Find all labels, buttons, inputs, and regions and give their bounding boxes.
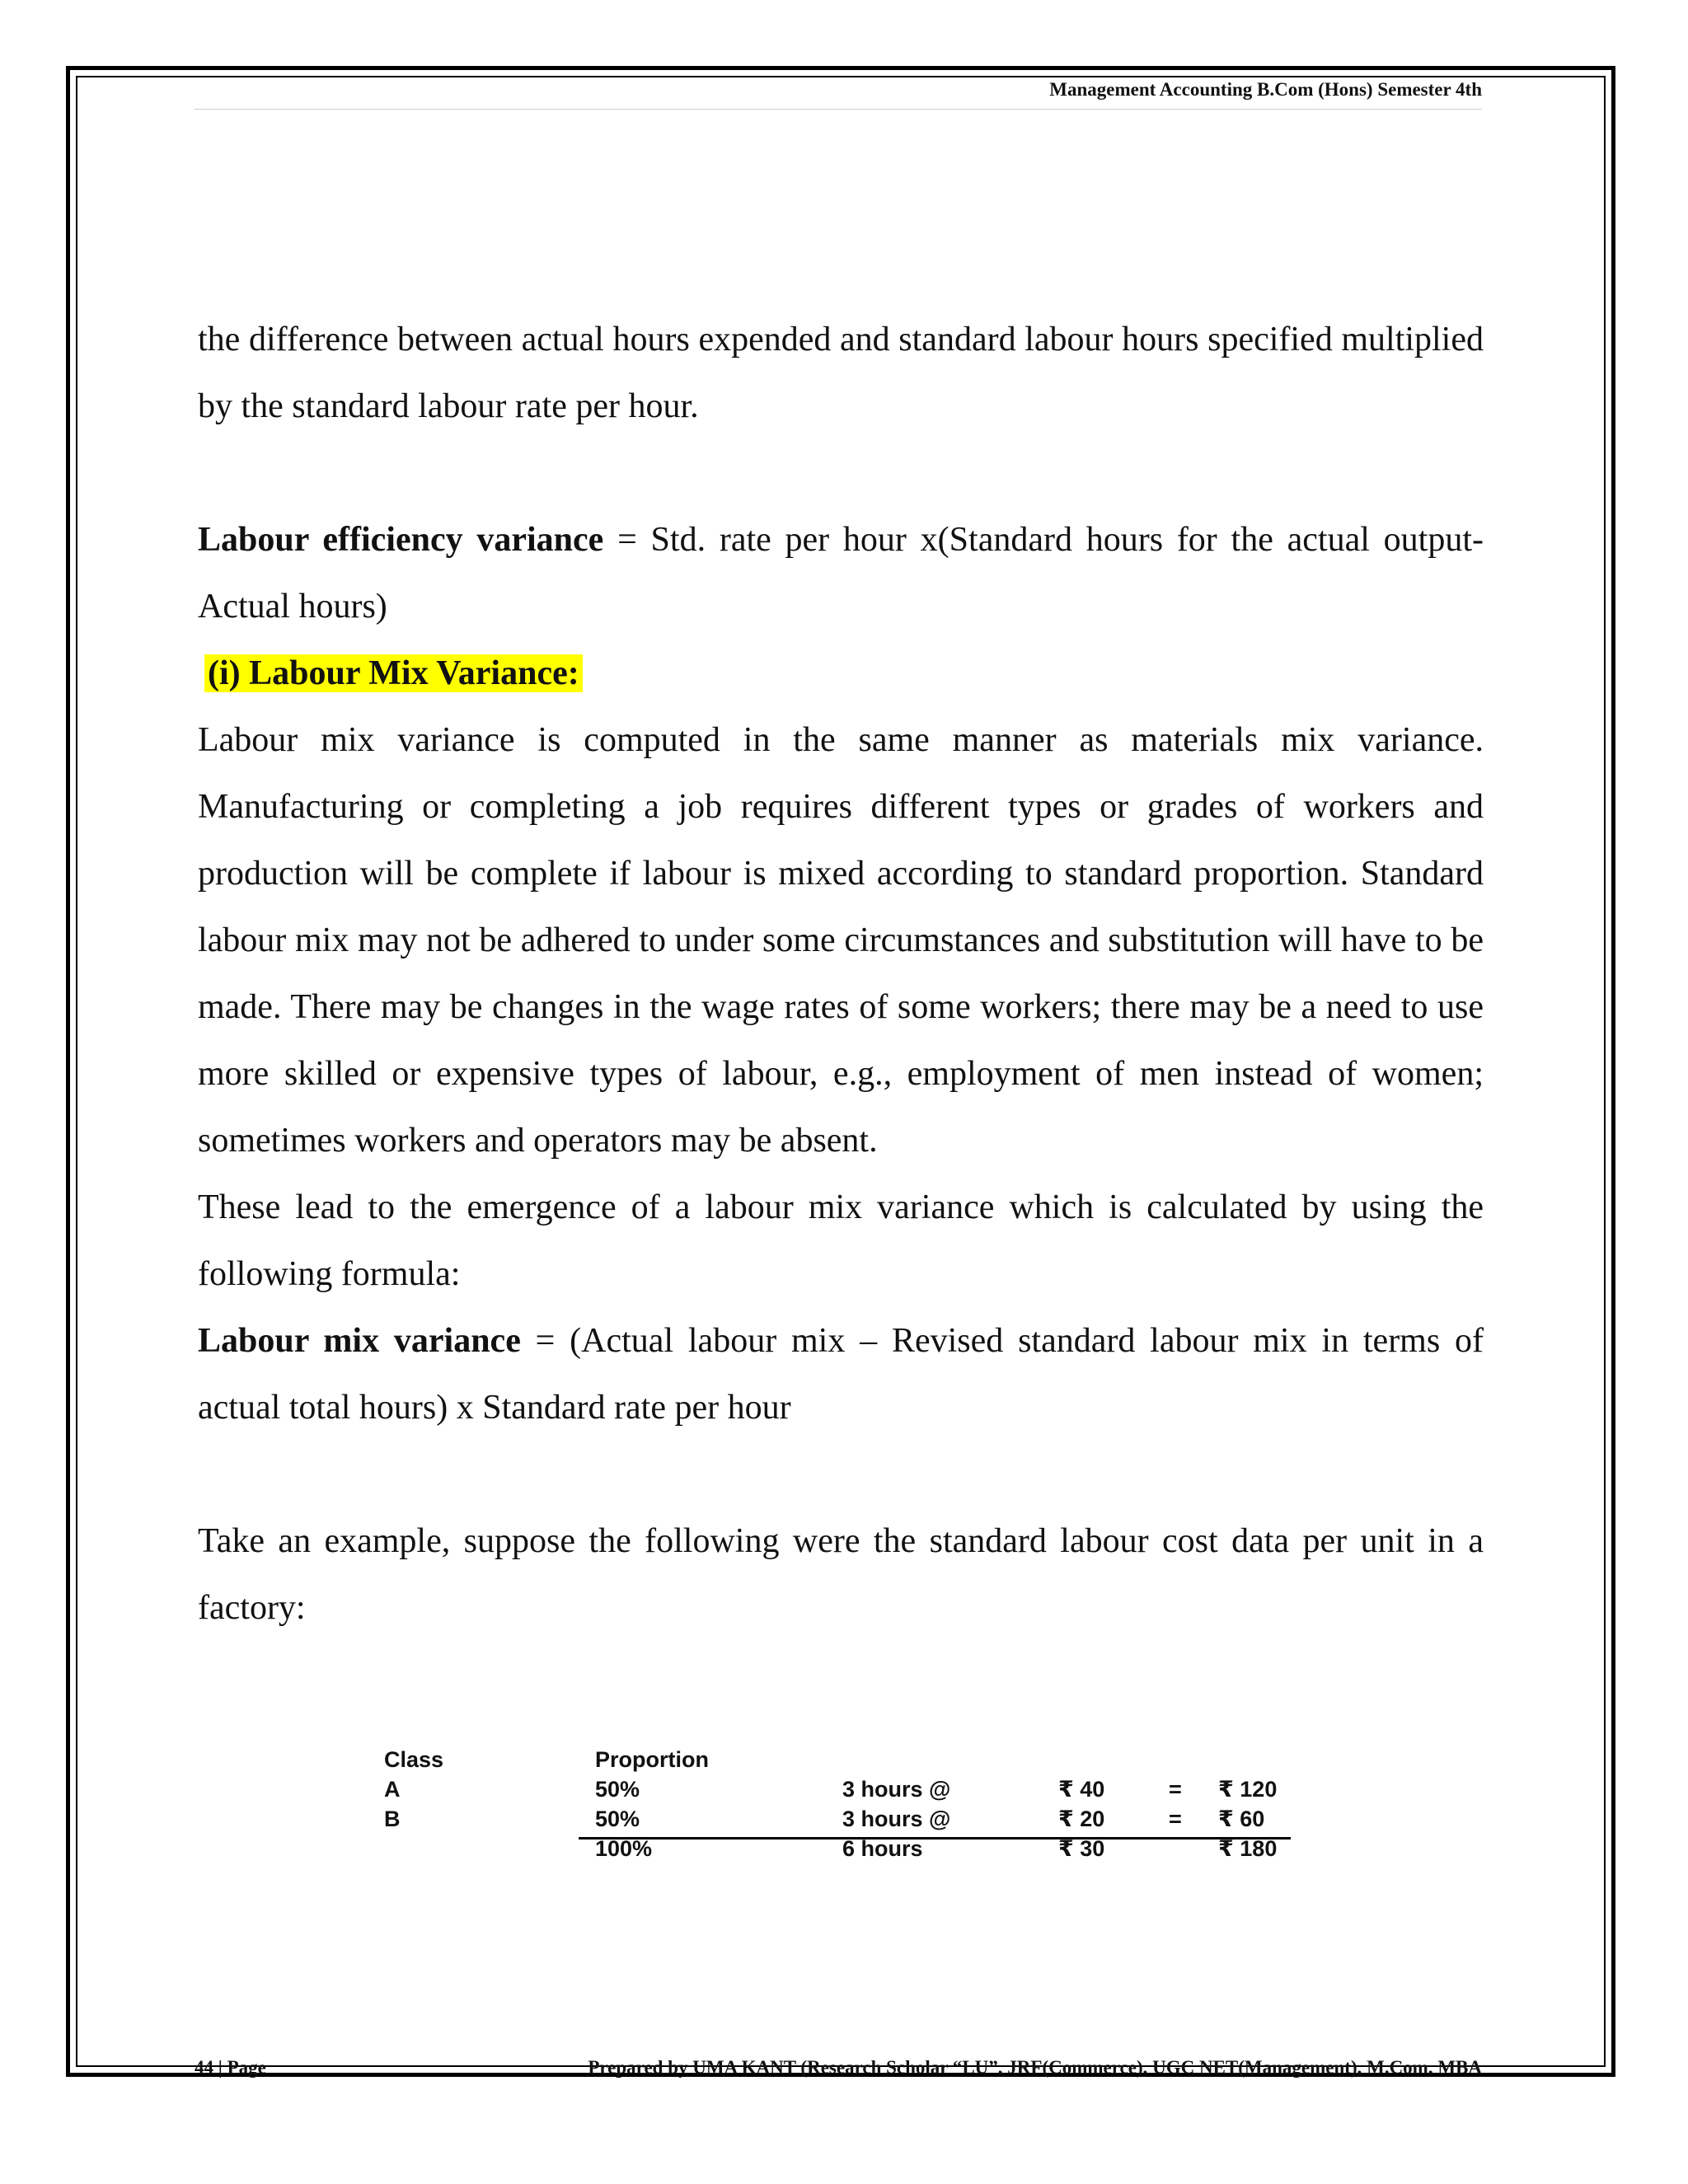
efficiency-variance-term: Labour efficiency variance (198, 521, 604, 559)
paragraph-labour-mix: Labour mix variance is computed in the same manner as materials mix variance. Manufacturing or completing a job requires different types or grades of workers and production will be complete if labour is mixed according to standard proportion. Standard labour mix may not be adhered to under some circumstances and substitution will have to be made. There may be changes in the wage rates of some workers; there may be a need to use more skilled or expensive types of labour, e.g., employment of men instead of women; sometimes workers and operators may be absent. (198, 721, 1484, 1160)
table-row (384, 1777, 1315, 1807)
mix-variance-expression: = (Actual labour mix – Revised standard labour mix in terms of actual total hours) x Standard rate per hour (198, 1322, 1484, 1427)
mix-variance-formula (198, 1308, 1484, 1441)
cell-class: B (384, 1807, 401, 1831)
section-heading-wrap (198, 640, 1484, 707)
labour-cost-table (384, 1747, 1315, 1866)
efficiency-variance-formula (198, 507, 1484, 640)
prepared-by: Prepared by UMA KANT (Research Scholar “LU”, JRF(Commerce), UGC NET(Management), M.Com, MBA (588, 2057, 1482, 2078)
total-hours: 6 hours (842, 1836, 923, 1861)
cell-hours: 3 hours @ (842, 1777, 951, 1802)
header-proportion: Proportion (595, 1747, 709, 1772)
page-body (198, 307, 1484, 1642)
cell-proportion: 50% (595, 1807, 640, 1831)
table-total-row (384, 1836, 1315, 1866)
header-class: Class (384, 1747, 444, 1772)
total-proportion: 100% (595, 1836, 653, 1861)
paragraph-example: Take an example, suppose the following were the standard labour cost data per unit in a factory: (198, 1522, 1484, 1627)
paragraph-intro: the difference between actual hours expended and standard labour hours specified multiplied by the standard labour rate per hour. (198, 321, 1484, 425)
efficiency-variance-expression: = Std. rate per hour x(Standard hours for the actual output- Actual hours) (198, 521, 1484, 626)
cell-class: A (384, 1777, 401, 1802)
running-header: Management Accounting B.Com (Hons) Semester 4th (195, 79, 1482, 110)
cell-equals: = (1169, 1807, 1182, 1831)
cell-total: ₹ 60 (1218, 1807, 1265, 1831)
total-amount: ₹ 180 (1218, 1836, 1278, 1861)
total-rate: ₹ 30 (1058, 1836, 1105, 1861)
cell-equals: = (1169, 1777, 1182, 1802)
cell-rate: ₹ 20 (1058, 1807, 1105, 1831)
page-number: 44 | Page (195, 2057, 266, 2078)
table-row (384, 1807, 1315, 1836)
cell-hours: 3 hours @ (842, 1807, 951, 1831)
cell-total: ₹ 120 (1218, 1777, 1278, 1802)
cell-rate: ₹ 40 (1058, 1777, 1105, 1802)
table-header-row (384, 1747, 1315, 1777)
cell-proportion: 50% (595, 1777, 640, 1802)
paragraph-formula-intro: These lead to the emergence of a labour mix variance which is calculated by using the following formula: (198, 1188, 1484, 1293)
mix-variance-term: Labour mix variance (198, 1322, 521, 1360)
section-heading: (i) Labour Mix Variance: (204, 654, 583, 692)
